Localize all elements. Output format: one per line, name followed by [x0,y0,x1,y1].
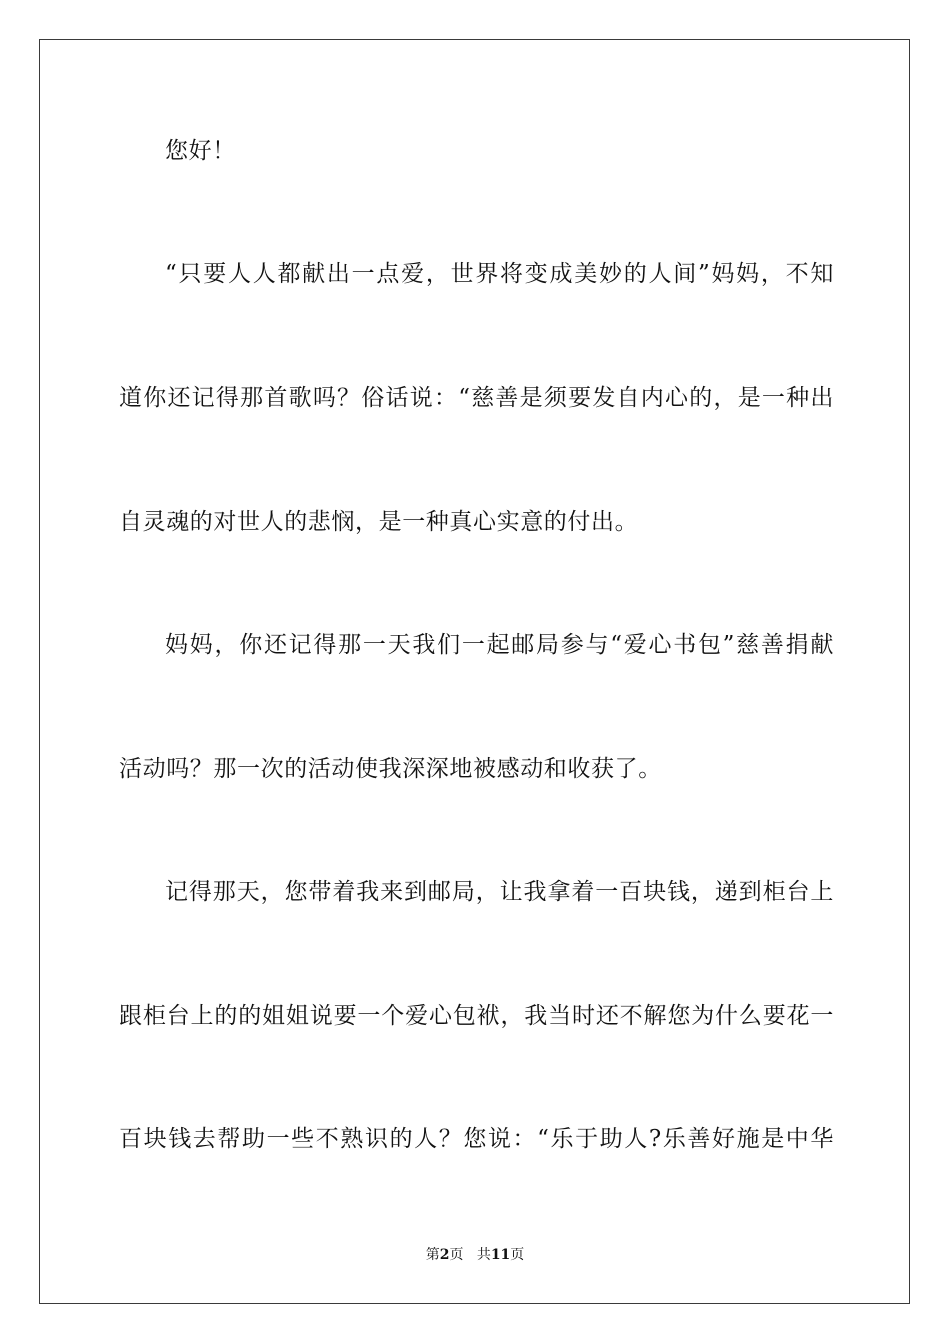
paragraph-line: 跟柜台上的的姐姐说要一个爱心包袱，我当时还不解您为什么要花一 [119,1003,834,1029]
paragraph-line: 道你还记得那首歌吗？俗话说：“慈善是须要发自内心的，是一种出 [119,385,834,411]
paragraph-line: 记得那天，您带着我来到邮局，让我拿着一百块钱，递到柜台上 [165,879,834,905]
page-border [39,39,910,1304]
paragraph-line: “只要人人都献出一点爱，世界将变成美妙的人间”妈妈，不知 [165,261,834,287]
page-current: 2 [439,1247,450,1263]
total-prefix: 共 [476,1247,491,1263]
paragraph-line: 妈妈，你还记得那一天我们一起邮局参与“爱心书包”慈善捐献 [165,632,834,658]
paragraph-line: 活动吗？那一次的活动使我深深地被感动和收获了。 [119,756,662,782]
page-prefix: 第 [425,1247,440,1263]
total-unit: 页 [510,1247,525,1263]
greeting-line: 您好！ [165,138,236,164]
page-footer [0,1246,950,1264]
paragraph-line: 自灵魂的对世人的悲悯，是一种真心实意的付出。 [119,509,639,535]
page-total: 11 [490,1247,511,1263]
paragraph-line: 百块钱去帮助一些不熟识的人？您说：“乐于助人?乐善好施是中华 [119,1126,834,1152]
page-unit: 页 [449,1247,464,1263]
